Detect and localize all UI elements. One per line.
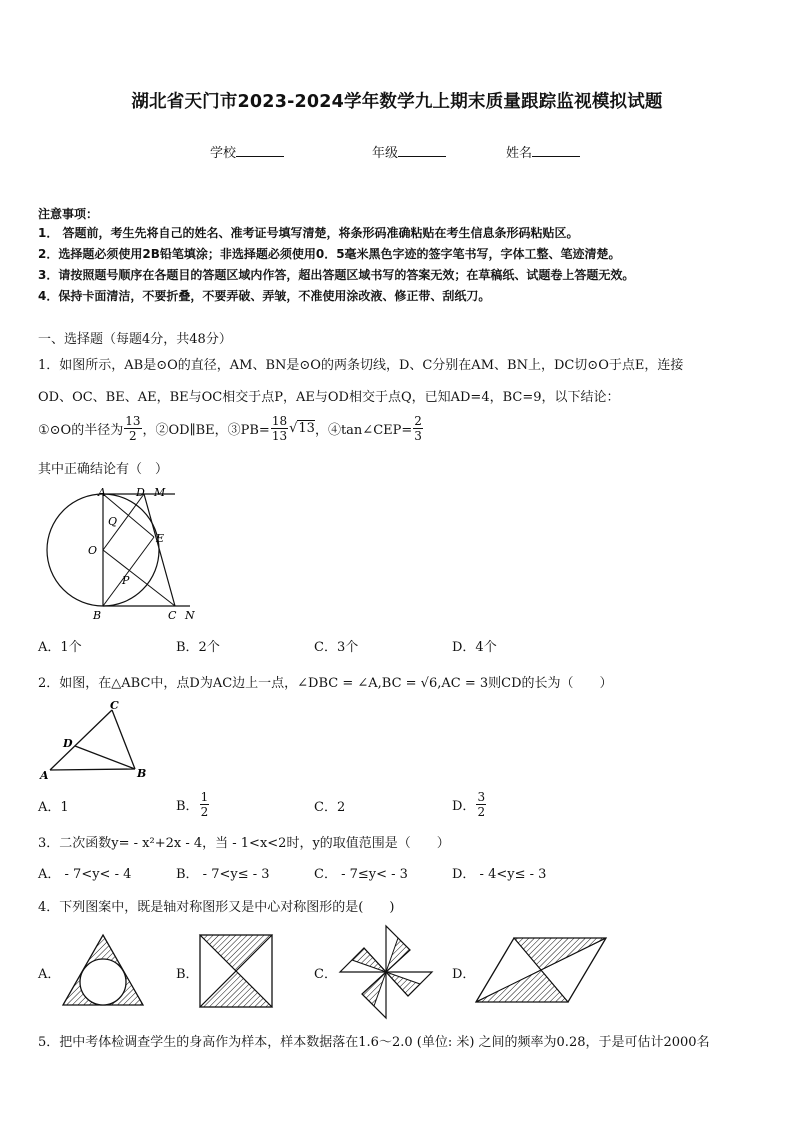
point-label: D — [63, 737, 73, 750]
q1-option-c[interactable]: C．3个 — [314, 640, 359, 655]
q2-option-c[interactable]: C．2 — [314, 800, 346, 815]
notice-item: 4．保持卡面清洁，不要折叠，不要弄破、弄皱，不准使用涂改液、修正带、刮纸刀。 — [38, 289, 491, 303]
notice-item: 1． 答题前，考生先将自己的姓名、准考证号填写清楚，将条形码准确粘贴在考生信息条形码粘贴区。 — [38, 226, 579, 240]
school-blank[interactable] — [236, 144, 284, 157]
q5-stem: 5．把中考体检调查学生的身高作为样本，样本数据落在1.6～2.0 (单位: 米) 之间的频率为0.28，于是可估计2000名 — [38, 1035, 710, 1050]
name-field: 姓名 — [506, 142, 580, 161]
notice-item: 2．选择题必须使用2B铅笔填涂；非选择题必须使用0．5毫米黑色字迹的签字笔书写，字体工整、笔迹清楚。 — [38, 247, 621, 261]
q2-option-b[interactable]: B． $\frac{1}{2}$ — [176, 789, 209, 819]
q4-option-a[interactable]: A． — [38, 967, 61, 982]
q4-figure-c — [338, 924, 434, 1020]
point-label: B — [137, 767, 147, 780]
q1-option-b[interactable]: B．2个 — [176, 640, 220, 655]
point-label: Q — [108, 515, 118, 528]
q1-figure — [40, 482, 210, 624]
point-label: E — [156, 532, 165, 545]
point-label: B — [93, 609, 102, 622]
point-label: C — [110, 700, 119, 712]
fraction: $\frac{2}{3}$ — [414, 413, 422, 443]
point-label: N — [185, 609, 195, 622]
q4-figure-b — [198, 933, 274, 1009]
q1-option-a[interactable]: A．1个 — [38, 640, 82, 655]
grade-field: 年级 — [372, 142, 446, 161]
point-label: M — [154, 486, 166, 499]
notice-item: 3．请按照题号顺序在各题目的答题区域内作答，超出答题区域书写的答案无效；在草稿纸、试题卷上答题无效。 — [38, 268, 635, 282]
q4-option-c[interactable]: C． — [314, 967, 337, 982]
grade-blank[interactable] — [398, 144, 446, 157]
school-field: 学校 — [210, 142, 284, 161]
q4-option-b[interactable]: B． — [176, 967, 199, 982]
name-blank[interactable] — [532, 144, 580, 157]
q1-stem-line2: OD、OC、BE、AE，BE与OC相交于点P，AE与OD相交于点Q，已知AD=4，BC=9，以下结论： — [38, 390, 620, 405]
q4-option-d[interactable]: D． — [452, 967, 476, 982]
q3-option-b[interactable]: B． - 7<y≤ - 3 — [176, 867, 270, 882]
point-label: A — [98, 486, 106, 499]
q4-figure-a — [60, 932, 146, 1008]
point-label: P — [122, 574, 130, 587]
section-heading: 一、选择题（每题4分，共48分） — [38, 332, 232, 347]
notice-heading: 注意事项： — [38, 207, 99, 221]
q3-option-d[interactable]: D． - 4<y≤ - 3 — [452, 867, 547, 882]
q3-stem: 3．二次函数y= - x²+2x - 4，当 - 1<x<2时，y的取值范围是（ ） — [38, 836, 450, 851]
point-label: C — [168, 609, 177, 622]
q3-option-a[interactable]: A． - 7<y< - 4 — [38, 867, 132, 882]
fraction: $\frac{3}{2}$ — [477, 789, 486, 819]
point-label: O — [88, 544, 98, 557]
q2-option-d[interactable]: D． $\frac{3}{2}$ — [452, 789, 486, 819]
q1-conclusions: ①⊙O的半径为 $\frac{13}{2}$ ，②OD∥BE，③PB= $\frac{18}{13}$ √13 ，④tan∠CEP= $\frac{2}{3}$ — [38, 413, 422, 443]
point-label: D — [136, 486, 145, 499]
q4-figure-d — [474, 936, 608, 1004]
q2-stem: 2．如图，在△ABC中，点D为AC边上一点，∠DBC = ∠A,BC = √6,AC = 3则CD的长为（ ） — [38, 676, 613, 691]
q3-option-c[interactable]: C． - 7≤y< - 3 — [314, 867, 408, 882]
q2-option-a[interactable]: A．1 — [38, 800, 69, 815]
q4-stem: 4．下列图案中，既是轴对称图形又是中心对称图形的是( ) — [38, 900, 395, 915]
q1-stem-line1: 1．如图所示，AB是⊙O的直径，AM、BN是⊙O的两条切线，D、C分别在AM、BN上，DC切⊙O于点E，连接 — [38, 358, 684, 373]
fraction: $\frac{1}{2}$ — [200, 789, 209, 819]
point-label: A — [40, 769, 49, 782]
fraction: $\frac{13}{2}$ — [125, 413, 141, 443]
page-title: 湖北省天门市2023-2024学年数学九上期末质量跟踪监视模拟试题 — [131, 92, 663, 112]
q2-figure — [36, 700, 156, 786]
q1-ask: 其中正确结论有（ ） — [38, 462, 169, 477]
q1-option-d[interactable]: D．4个 — [452, 640, 497, 655]
fraction: $\frac{18}{13}$ — [271, 413, 288, 443]
